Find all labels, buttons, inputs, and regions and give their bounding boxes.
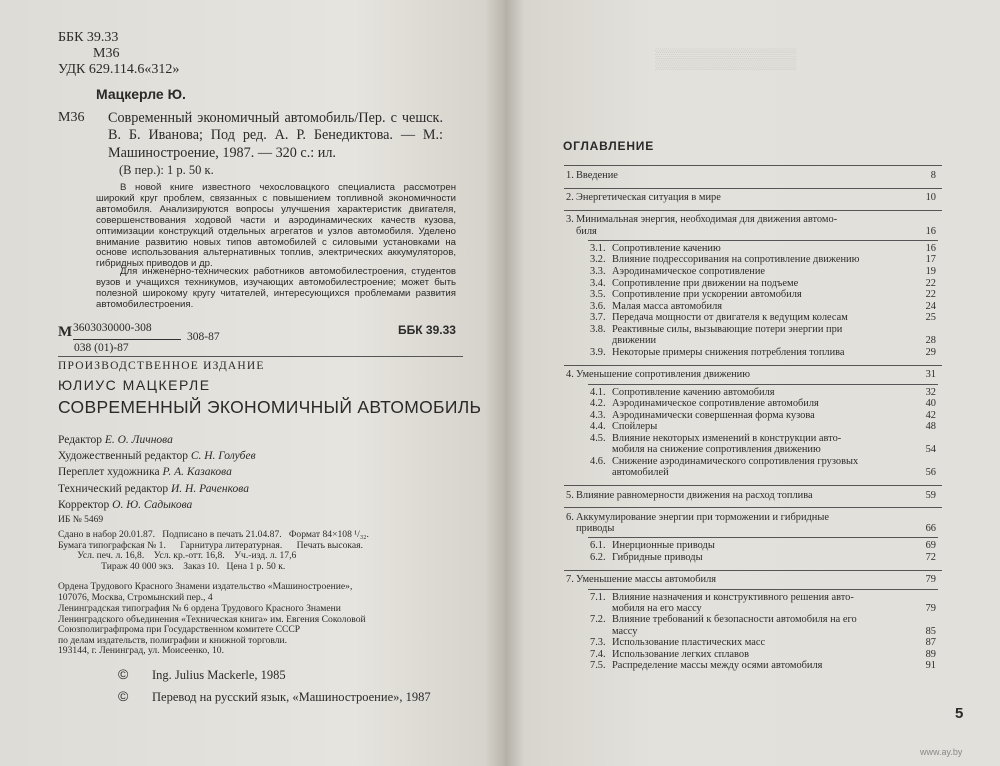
toc-divider [564,365,942,366]
toc-divider [588,384,938,385]
toc-entry-title: Уменьшение массы автомобиля [576,574,717,586]
toc-page-number: 79 [925,602,936,614]
toc-entry-number: 3.2. [590,254,606,266]
credit-role: Технический редактор [58,482,169,495]
credit-row [58,481,256,497]
toc-subsection [590,614,936,636]
toc-chapter [566,214,936,236]
toc-entry-title: Аэродинамическое сопротивление [612,266,765,277]
toc-page-number: 22 [925,289,936,301]
page-number: 5 [955,705,964,722]
credit-row [58,464,256,480]
divider [58,356,463,357]
toc-entry-title: Использование пластических масс [612,637,766,649]
tech-line: Сдано в набор 20.01.87. Подписано в печать 21.04.87. Формат 84×108 ¹/₃₂. [58,529,369,540]
toc-entry-number: 3.4. [590,277,606,289]
toc-entry-number: 7.2. [590,614,606,626]
toc-entry-number: 4.2. [590,398,606,410]
toc-chapter [566,574,936,585]
toc-entry-title: Снижение аэродинамического сопротивления грузовых [612,455,859,467]
toc-entry-title: массу [612,625,638,637]
code-right: 308-87 [187,331,220,343]
toc-entry-title: Аэродинамически совершенная форма кузова [612,409,815,421]
toc-page-number: 19 [925,266,936,277]
printer-info [58,604,366,657]
toc-entry-title: биля [576,225,597,237]
bibliographic-citation: Современный экономичный автомобиль/Пер. с чешск. В. Б. Иванова; Под ред. А. Р. Бенедиктова. — М.: Машиностроение, 1987. — 320 с.: ил. [108,110,443,161]
toc-entry-number: 7. [566,574,574,586]
toc-entry-number: 1. [566,170,574,181]
tech-line: Бумага типографская № 1. Гарнитура литературная. Печать высокая. [58,539,363,551]
toc-divider [564,570,942,571]
toc-divider [564,210,942,211]
publisher-line: Ордена Трудового Красного Знамени издательство «Машиностроение», [58,581,353,592]
toc-page-number: 48 [925,421,936,433]
toc-page-number: 89 [925,648,936,660]
toc-entry-title: Сопротивление качению [612,242,721,254]
toc-entry-number: 3.5. [590,289,606,301]
credit-role: Редактор [58,434,102,446]
toc-entry-title: Влияние требований к безопасности автомобиля на его [612,614,857,626]
credit-role: Художественный редактор [58,450,188,463]
toc-subsection [590,649,936,660]
toc-entry-title: автомобилей [612,466,669,478]
toc-entry-number: 4. [566,369,574,381]
toc-page-number: 72 [925,551,936,563]
author-caps: ЮЛИУС МАЦКЕРЛЕ [58,377,211,393]
toc-entry-title: мобиля на снижение сопротивления движению [612,444,821,456]
toc-entry-title: Минимальная энергия, необходимая для движения автомо- [576,214,838,226]
author-name: Мацкерле Ю. [96,86,186,102]
toc-entry-title: Введение [576,170,618,181]
toc-entry-number: 2. [566,192,574,204]
code-bottom: 038 (01)-87 [74,342,129,354]
toc-subsection [590,301,936,312]
toc-subsection [590,254,936,265]
credit-person: О. Ю. Садыкова [112,498,193,511]
toc-page-number: 31 [925,369,936,381]
credit-person: Р. А. Казакова [162,466,232,479]
toc-entry-number: 6. [566,511,574,523]
toc-entry-title: Аккумулирование энергии при торможении и гибридные [576,511,829,523]
code-fraction-line [73,339,181,340]
toc-entry-number: 3.1. [590,242,606,254]
toc-subsection [590,387,936,398]
toc-entry-title: Энергетическая ситуация в мире [576,192,721,204]
toc-subsection [590,540,936,551]
toc-subsection [590,637,936,648]
toc-subsection [590,433,936,455]
copyright-translation: Перевод на русский язык, «Машиностроение», 1987 [152,690,431,704]
printer-line: 193144, г. Ленинград, ул. Моисеенко, 10. [58,645,224,656]
toc-entry-title: Аэродинамическое сопротивление автомобиля [612,398,819,410]
toc-entry-title: Спойлеры [612,421,658,433]
credit-row [58,432,256,448]
toc-entry-number: 6.1. [590,540,606,552]
copyright-symbol: © [118,688,129,704]
toc-entry-title: Влияние некоторых изменений в конструкции авто- [612,433,842,444]
toc-entry-title: Влияние равномерности движения на расход топлива [576,489,813,501]
toc-entry-number: 4.6. [590,455,606,467]
toc-subsection [590,552,936,563]
toc-entry-title: Влияние подрессоривания на сопротивление движению [612,254,860,266]
toc-chapter [566,369,936,380]
toc-page-number: 42 [925,409,936,421]
toc-page-number: 59 [925,489,936,501]
credit-person: Е. О. Личнова [104,434,173,446]
tech-line: Усл. печ. л. 16,8. Усл. кр.-отт. 16,8. Уч.-изд. л. 17,6 [58,550,297,561]
toc-page-number: 69 [925,540,936,552]
toc-entry-title: Гибридные приводы [612,551,703,563]
toc-divider [564,165,942,166]
toc-entry-number: 3.3. [590,266,606,277]
toc-divider [588,240,938,241]
toc-subsection [590,421,936,432]
toc-divider [588,589,938,590]
credit-row [58,448,256,464]
toc-page-number: 91 [925,660,936,672]
toc-page-number: 16 [925,242,936,254]
toc-page-number: 32 [925,386,936,398]
annotation-paragraph-2: Для инженерно-технических работников автомобилестроения, студентов вузов и учащихся техникумов, изучающих автомобилестроение; может быть полезной широкому кругу читателей, интересующихся проблемами развития автомобилестроения. [96,266,456,310]
toc-page-number: 24 [925,300,936,312]
toc-page-number: 66 [925,522,936,534]
toc-entry-title: Влияние назначения и конструктивного решения авто- [612,591,854,603]
toc-page-number: 87 [925,637,936,649]
toc-page-number: 28 [925,335,936,347]
toc-entry-title: Инерционные приводы [612,540,715,552]
toc-entry-title: Некоторые примеры снижения потребления топлива [612,346,845,358]
copyright-symbol: © [118,666,129,682]
toc-chapter [566,192,936,203]
technical-details [58,530,458,572]
toc-subsection [590,324,936,346]
toc-page-number: 22 [925,277,936,289]
toc-entry-title: Сопротивление при движении на подъеме [612,277,799,289]
toc-chapter [566,512,936,534]
credits-list [58,432,256,513]
toc-subsection [590,243,936,254]
toc-subsection [590,456,936,478]
printer-line: по делам издательств, полиграфии и книжной торговли. [58,634,288,646]
bbk-udk-block: ББК 39.33 М36 УДК 629.114.6«312» [58,30,180,77]
toc-entry-title: Сопротивление качению автомобиля [612,386,775,398]
toc-entry-title: Распределение массы между осями автомобиля [612,660,823,672]
toc-entry-title: Реактивные силы, вызывающие потери энергии при [612,324,843,335]
toc-subsection [590,289,936,300]
printer-line: Ленинградская типография № 6 ордена Трудового Красного Знамени [58,603,341,614]
toc-entry-number: 7.5. [590,660,606,672]
toc-page-number: 25 [925,312,936,324]
toc-entry-title: Малая масса автомобиля [612,300,723,312]
toc-entry-title: Сопротивление при ускорении автомобиля [612,289,802,301]
toc-divider [564,188,942,189]
credit-role: Переплет художника [58,466,160,479]
toc-entry-title: Передача мощности от двигателя к ведущим колесам [612,312,848,324]
toc-entry-number: 7.4. [590,648,606,660]
toc-entry-number: 3. [566,214,574,226]
toc-entry-title: Использование легких сплавов [612,648,749,660]
book-title: СОВРЕМЕННЫЙ ЭКОНОМИЧНЫЙ АВТОМОБИЛЬ [58,397,482,417]
toc-page-number: 17 [925,254,936,266]
toc-entry-title: приводы [576,522,615,534]
toc-subsection [590,312,936,323]
annotation-paragraph-1: В новой книге известного чехословацкого специалиста рассмотрен широкий круг проблем, связанных с повышением топливной экономичности автомобиля. Анализируются вопросы улучшения характеристик двигателя, совершенствования ходовой части и аэродинамических качеств кузова, оптимизации конструкций отдельных агрегатов и узлов автомобиля. Уделено внимание развитию новых типов автомобилей с силовыми установками на основе использования альтернативных топлив, электрических аккумуляторов, гибридных приводов и др. [96,182,456,270]
ib-number: ИБ № 5469 [58,515,104,525]
toc-entry-title: Уменьшение сопротивления движению [576,369,750,381]
copyright-original: Ing. Julius Mackerle, 1985 [152,668,286,682]
toc-entry-number: 7.3. [590,637,606,649]
toc-chapter [566,490,936,501]
toc-entry-number: 4.1. [590,386,606,398]
toc-entry-number: 4.3. [590,409,606,421]
credit-row [58,497,256,513]
toc-page-number: 10 [925,192,936,204]
toc-entry-number: 3.9. [590,346,606,358]
toc-subsection [590,592,936,614]
toc-subsection [590,278,936,289]
toc-subsection [590,347,936,358]
toc-entry-number: 7.1. [590,591,606,603]
toc-subsection [590,410,936,421]
publisher-info [58,582,352,603]
toc-entry-number: 4.4. [590,421,606,433]
edition-type: ПРОИЗВОДСТВЕННОЕ ИЗДАНИЕ [58,360,265,372]
credit-person: С. Н. Голубев [190,450,256,463]
toc-entry-number: 6.2. [590,551,606,563]
toc-subsection [590,398,936,409]
bleed-through-decoration: ▒▒▒▒▒▒▒▒▒▒ [655,48,797,70]
watermark: www.ay.by [920,747,963,757]
toc-subsection [590,660,936,671]
toc-divider [564,485,942,486]
toc-divider [564,507,942,508]
toc-title: ОГЛАВЛЕНИЕ [563,139,655,153]
toc-entry-title: мобиля на его массу [612,602,702,614]
credit-role: Корректор [58,498,110,511]
toc-page-number: 40 [925,398,936,410]
printer-line: Ленинградского объединения «Техническая книга» им. Евгения Соколовой [58,613,366,625]
cipher: М36 [58,110,85,125]
publisher-line: 107076, Москва, Стромынский пер., 4 [58,591,213,603]
toc-entry-number: 5. [566,489,574,501]
toc-entry-number: 3.7. [590,312,606,324]
toc-page-number: 29 [925,346,936,358]
tech-line: Тираж 40 000 экз. Заказ 10. Цена 1 р. 50 к. [58,560,286,572]
toc-page-number: 85 [925,625,936,637]
toc-chapter [566,170,936,181]
toc-page-number: 16 [925,225,936,237]
credit-person: И. Н. Раченкова [171,482,249,495]
code-top: 3603030000-308 [73,322,152,334]
toc-entry-number: 3.8. [590,324,606,335]
toc-entry-number: 4.5. [590,433,606,444]
toc-subsection [590,266,936,277]
toc-page-number: 8 [930,170,936,181]
toc-entry-title: движении [612,335,657,347]
toc-entry-number: 3.6. [590,300,606,312]
printer-line: Союзполиграфпрома при Государственном комитете СССР [58,624,301,635]
toc-divider [588,537,938,538]
toc-page-number: 56 [925,466,936,478]
code-letter: М [58,324,73,340]
code-bbk: ББК 39.33 [398,323,456,337]
price: (В пер.): 1 р. 50 к. [119,163,214,177]
toc-page-number: 79 [925,574,936,586]
toc-page-number: 54 [925,444,936,456]
